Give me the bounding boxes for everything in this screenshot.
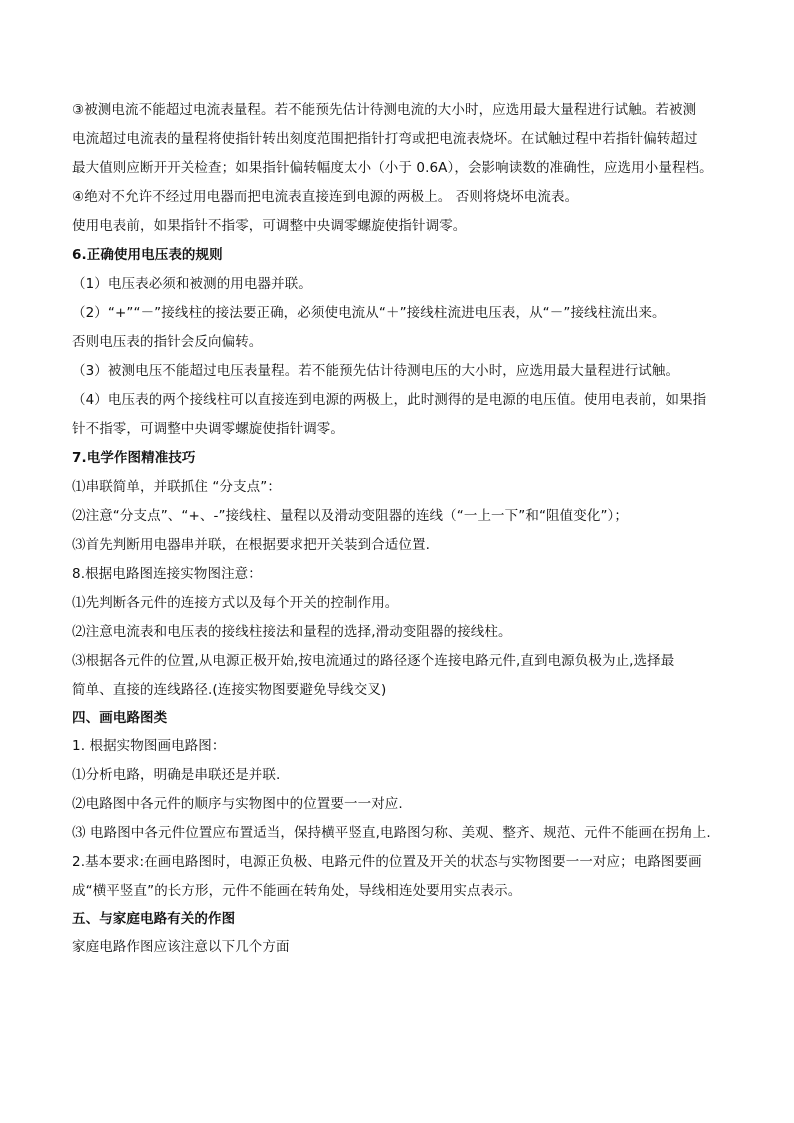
text-line: 简单、直接的连线路径.(连接实物图要避免导线交叉) xyxy=(72,682,387,698)
text-line: ⑵电路图中各元件的顺序与实物图中的位置要一一对应. xyxy=(72,796,403,812)
text-line: ⑴串联简单，并联抓住 “分支点”： xyxy=(72,479,281,495)
text-line: 最大值则应断开开关检查；如果指针偏转幅度太小（小于 0.6A），会影响读数的准确性，应选用小量程档。 xyxy=(72,160,713,176)
text-line: 成“横平竖直”的长方形，元件不能画在转角处，导线相连处要用实点表示。 xyxy=(72,883,522,899)
text-line: ⑴分析电路，明确是串联还是并联. xyxy=(72,767,281,783)
text-line: ③被测电流不能超过电流表量程。若不能预先估计待测电流的大小时，应选用最大量程进行试触。若被测 xyxy=(72,102,697,118)
section-heading: 五、与家庭电路有关的作图 xyxy=(72,911,236,927)
text-line: 使用电表前，如果指针不指零，可调整中央调零螺旋使指针调零。 xyxy=(72,218,467,234)
text-line: ⑴先判断各元件的连接方式以及每个开关的控制作用。 xyxy=(72,595,399,611)
section-heading: 四、画电路图类 xyxy=(72,710,168,726)
section-heading: 6.正确使用电压表的规则 xyxy=(72,247,223,263)
text-line: 1. 根据实物图画电路图： xyxy=(72,738,226,754)
text-line: 否则电压表的指针会反向偏转。 xyxy=(72,334,263,350)
text-line: 2.基本要求:在画电路图时，电源正负极、电路元件的位置及开关的状态与实物图要一一对应；电路图要画 xyxy=(72,854,702,870)
section-heading: 7.电学作图精准技巧 xyxy=(72,450,196,466)
text-line: 家庭电路作图应该注意以下几个方面 xyxy=(72,939,290,955)
document-body xyxy=(72,96,732,962)
text-line: ⑶ 电路图中各元件位置应布置适当，保持横平竖直,电路图匀称、美观、整齐、规范、元件不能画在拐角上. xyxy=(72,825,711,841)
text-line: （2）“+”“－”接线柱的接法要正确，必须使电流从“＋”接线柱流进电压表，从“－”接线柱流出来。 xyxy=(72,305,666,321)
text-line: （3）被测电压不能超过电压表量程。若不能预先估计待测电压的大小时，应选用最大量程进行试触。 xyxy=(72,363,680,379)
text-line: ④绝对不允许不经过用电器而把电流表直接连到电源的两极上。 否则将烧坏电流表。 xyxy=(72,189,579,205)
text-line: 电流超过电流表的量程将使指针转出刻度范围把指针打弯或把电流表烧坏。在试触过程中若指针偏转超过 xyxy=(72,131,698,147)
text-line: 8.根据电路图连接实物图注意： xyxy=(72,566,262,582)
text-line: （1）电压表必须和被测的用电器并联。 xyxy=(72,276,312,292)
text-line: ⑶首先判断用电器串并联，在根据要求把开关装到合适位置. xyxy=(72,537,430,553)
text-line: ⑵注意电流表和电压表的接线柱接法和量程的选择,滑动变阻器的接线柱。 xyxy=(72,624,512,640)
text-line: （4）电压表的两个接线柱可以直接连到电源的两极上，此时测得的是电源的电压值。使用电表前，如果指 xyxy=(72,392,707,408)
text-line: ⑶根据各元件的位置,从电源正极开始,按电流通过的路径逐个连接电路元件,直到电源负极为止,选择最 xyxy=(72,653,675,669)
text-line: ⑵注意“分支点”、“+、-”接线柱、量程以及滑动变阻器的连线（“一上一下”和“阻值变化”）； xyxy=(72,508,628,524)
text-line: 针不指零，可调整中央调零螺旋使指针调零。 xyxy=(72,421,344,437)
